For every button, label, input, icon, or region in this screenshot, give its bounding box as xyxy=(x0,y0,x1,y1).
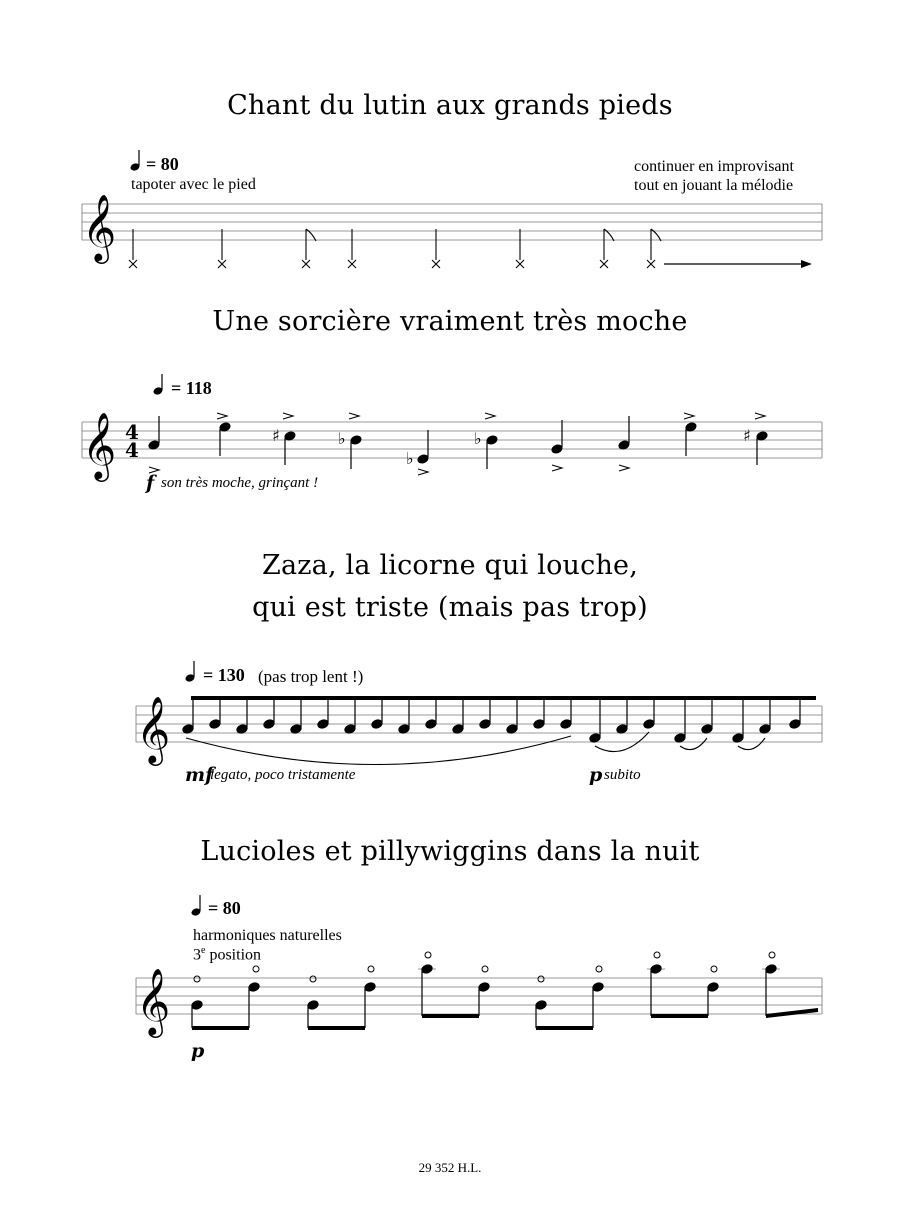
staff-2 xyxy=(82,422,822,458)
improvise-note-line1: continuer en improvisant xyxy=(634,158,794,175)
quarter-note-icon xyxy=(153,374,164,396)
accent-icon xyxy=(217,413,227,419)
dynamic-forte: f xyxy=(146,472,155,494)
accent-icon xyxy=(485,413,495,419)
piece-title-1: Chant du lutin aux grands pieds xyxy=(227,90,673,121)
tempo-marking-3: = 130 xyxy=(203,665,245,685)
expression-3a: legato, poco tristamente xyxy=(210,767,356,783)
beam xyxy=(191,696,816,700)
note xyxy=(148,416,160,450)
accent-icon xyxy=(552,465,562,471)
flat-icon: ♭ xyxy=(338,429,346,448)
piece-title-4: Lucioles et pillywiggins dans la nuit xyxy=(200,836,700,867)
expression-3b: subito xyxy=(604,767,641,783)
accent-icon xyxy=(619,465,629,471)
note xyxy=(551,420,563,454)
treble-clef-icon: 𝄞 xyxy=(136,967,171,1035)
sharp-icon: ♯ xyxy=(743,426,751,445)
quarter-note-icon xyxy=(185,661,196,683)
x-note xyxy=(218,229,226,268)
accent-icon xyxy=(283,413,293,419)
note xyxy=(756,431,768,465)
staff-3 xyxy=(136,706,822,742)
treble-clef-icon: 𝄞 xyxy=(82,411,117,479)
dynamic-mezzo-forte: mf xyxy=(185,764,214,786)
quarter-note-icon xyxy=(130,150,141,172)
accent-icon xyxy=(755,413,765,419)
flat-icon: ♭ xyxy=(474,429,482,448)
note xyxy=(219,422,231,456)
quarter-note-icon xyxy=(191,895,202,917)
accent-icon xyxy=(349,413,359,419)
dynamic-piano-4: p xyxy=(191,1040,205,1062)
dynamic-piano-subito: p xyxy=(589,764,603,786)
x-note xyxy=(600,229,614,268)
svg-text:4: 4 xyxy=(125,420,139,444)
treble-clef-icon: 𝄞 xyxy=(136,695,171,763)
x-note xyxy=(647,229,661,268)
note xyxy=(284,431,296,465)
continuation-arrow-icon xyxy=(664,260,812,268)
note xyxy=(350,435,362,469)
note xyxy=(685,422,697,456)
x-note xyxy=(348,229,356,268)
sharp-icon: ♯ xyxy=(272,426,280,445)
harmonic-notes xyxy=(191,952,818,1030)
piece-title-3-line1: Zaza, la licorne qui louche, xyxy=(261,550,638,581)
time-signature xyxy=(125,420,139,462)
staff-1 xyxy=(82,204,822,240)
tempo-marking-2: = 118 xyxy=(171,378,212,398)
tempo-marking-1: = 80 xyxy=(146,154,179,174)
piece-title-3-line2: qui est triste (mais pas trop) xyxy=(252,592,648,623)
piece-title-2: Une sorcière vraiment très moche xyxy=(212,306,688,337)
treble-clef-icon: 𝄞 xyxy=(82,193,117,261)
x-note xyxy=(302,229,316,268)
x-note xyxy=(516,229,524,268)
accent-icon xyxy=(149,467,159,473)
note xyxy=(417,430,429,464)
percussion-notes xyxy=(129,229,661,268)
instruction-harmonics: harmoniques naturelles xyxy=(193,927,342,944)
improvise-note-line2: tout en jouant la mélodie xyxy=(634,177,794,194)
flat-icon: ♭ xyxy=(406,449,414,468)
tempo-note-3: (pas trop lent !) xyxy=(258,667,364,686)
svg-text:4: 4 xyxy=(125,438,139,462)
instruction-position: 3e position xyxy=(193,945,262,964)
expression-2: son très moche, grinçant ! xyxy=(161,475,319,491)
accent-icon xyxy=(684,413,694,419)
x-note xyxy=(432,229,440,268)
catalog-number: 29 352 H.L. xyxy=(418,1160,482,1175)
instruction-foot-tap: tapoter avec le pied xyxy=(131,176,256,193)
tempo-marking-4: = 80 xyxy=(208,898,241,918)
note xyxy=(618,416,630,450)
x-note xyxy=(129,229,137,268)
note xyxy=(486,435,498,469)
accent-icon xyxy=(418,469,428,475)
